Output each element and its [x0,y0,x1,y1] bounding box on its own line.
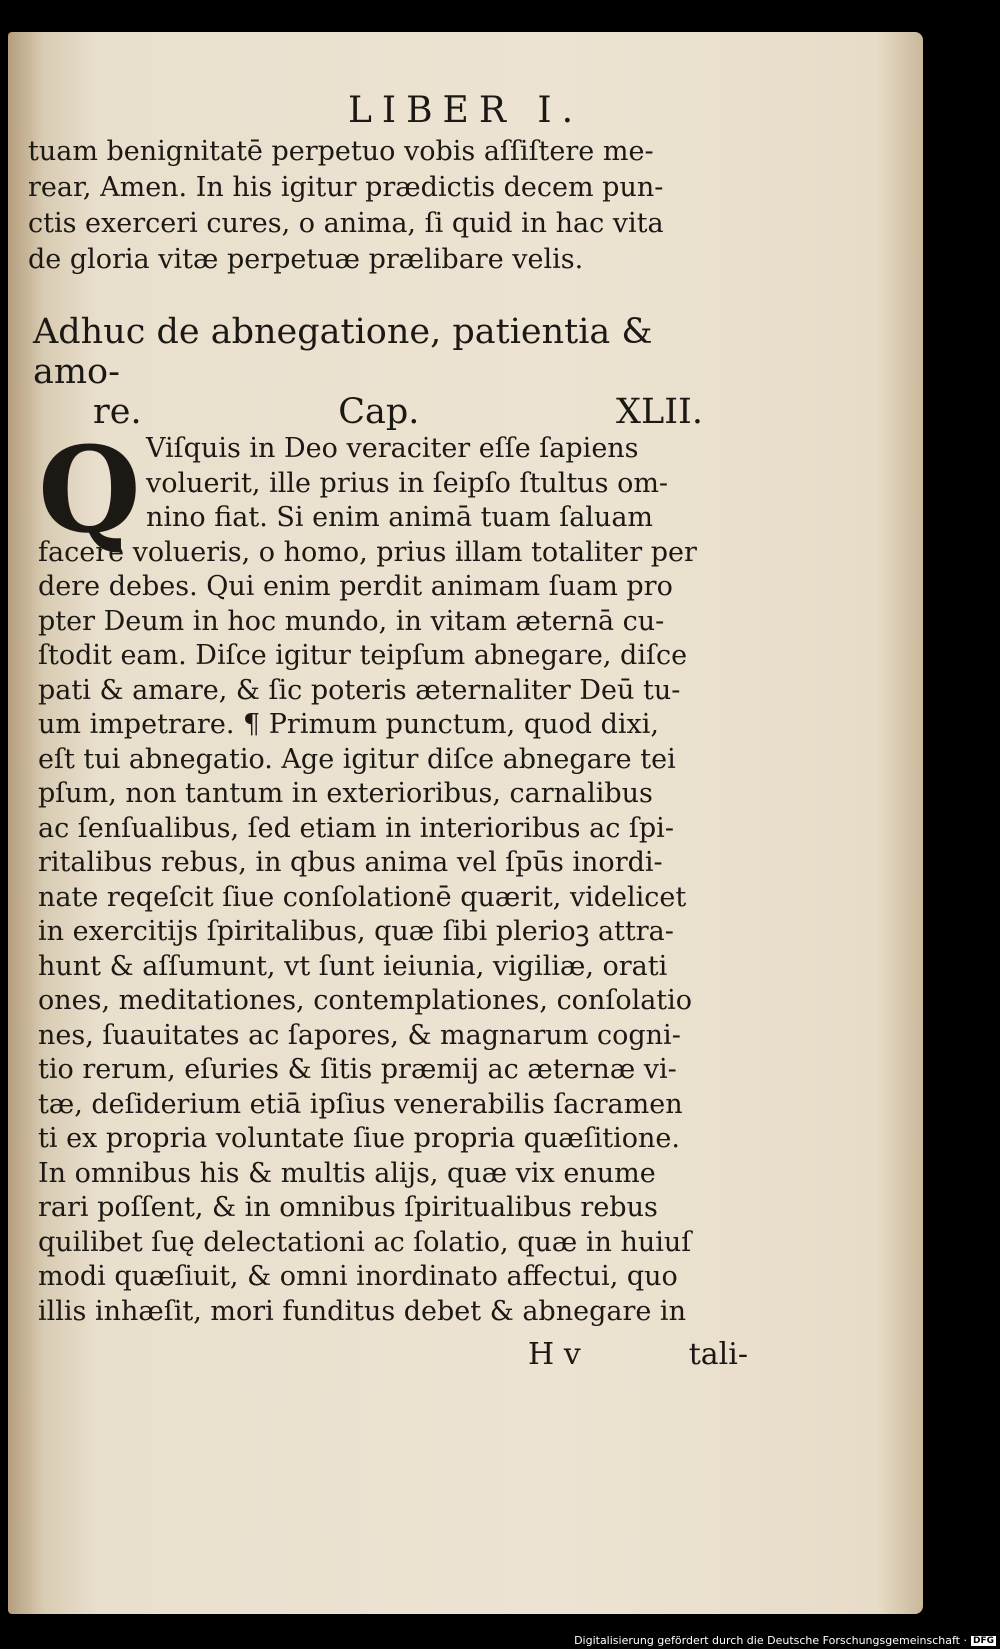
chapter-number: XLII. [616,392,703,432]
chapter-heading [33,312,723,432]
text-line: tæ, deſiderium etiā ipſius venerabilis ſacramen [38,1088,683,1120]
digitization-credit [574,1634,996,1647]
text-line: in exercitijs ſpiritalibus, quæ ſibi plerioꝫ attra- [38,916,674,947]
dfg-logo: DFG [972,1635,994,1646]
drop-cap: Q [38,420,141,559]
credit-text: Digitalisierung gefördert durch die Deutsche Forschungsgemeinschaft · [574,1634,967,1647]
text-line: Viſquis in Deo veraciter eſſe ſapiens [146,433,639,464]
text-line: quilibet ſuę delectationi ac ſolatio, quæ in huiuſ [38,1226,692,1258]
text-line: rear, Amen. In his igitur prædictis decem pun- [28,172,664,203]
text-line: voluerit, ille prius in ſeipſo ſtultus om- [146,467,669,499]
text-line: tio rerum, eſuries & ſitis præmij ac æternæ vi- [38,1054,677,1085]
signature-mark: H v [528,1337,581,1372]
text-line: tuam benignitatē perpetuo vobis aſſiſtere me- [28,136,654,167]
chapter-body [38,420,728,1329]
text-line: nes, ſuauitates ac ſapores, & magnarum cogni- [38,1019,681,1051]
text-line: In omnibus his & multis alijs, quæ vix enume [38,1157,656,1189]
text-line: ſtodit eam. Diſce igitur teipſum abnegare, diſce [38,640,688,671]
text-line: um impetrare. ¶ Primum punctum, quod dixi, [38,709,659,740]
page-footer [528,1337,748,1372]
text-line: pter Deum in hoc mundo, in vitam æternā cu- [38,605,665,637]
text-line: dere debes. Qui enim perdit animam ſuam pro [38,571,673,602]
text-line: eſt tui abnegatio. Age igitur diſce abnegare tei [38,743,676,775]
intro-paragraph [28,134,708,278]
running-header: LIBER I. [347,90,584,131]
text-line: modi quæſiuit, & omni inordinato affectui, quo [38,1261,678,1292]
text-line: ones, meditationes, contemplationes, conſolatio [38,985,693,1016]
chapter-title-line1: Adhuc de abnegatione, patientia & amo- [33,312,653,392]
text-line: ti ex propria voluntate ſiue propria quæſitione. [38,1123,680,1154]
text-line: pſum, non tantum in exterioribus, carnalibus [38,778,653,809]
text-line: facere volueris, o homo, prius illam totaliter per [38,536,697,568]
chapter-cap-label: Cap. [338,392,420,432]
text-line: ctis exerceri cures, o anima, ſi quid in hac vita [28,208,664,239]
text-line: ritalibus rebus, in qbus anima vel ſpūs inordi- [38,847,663,878]
chapter-title-line2: re. [93,392,142,432]
text-line: ac ſenſualibus, ſed etiam in interioribus ac ſpi- [38,812,674,844]
text-line: illis inhæſit, mori funditus debet & abnegare in [38,1295,686,1327]
text-line: pati & amare, & ſic poteris æternaliter Deū tu- [38,674,681,706]
text-line: rari poſſent, & in omnibus ſpiritualibus rebus [38,1192,658,1223]
text-line: nate reqeſcit ſiue conſolationē quærit, videlicet [38,881,687,913]
text-line: nino fiat. Si enim animā tuam ſaluam [146,502,654,533]
text-line: de gloria vitæ perpetuæ prælibare velis. [28,244,584,275]
book-page [8,32,923,1614]
catchword: tali- [688,1337,748,1372]
text-line: hunt & aſſumunt, vt ſunt ieiunia, vigiliæ, orati [38,950,668,982]
